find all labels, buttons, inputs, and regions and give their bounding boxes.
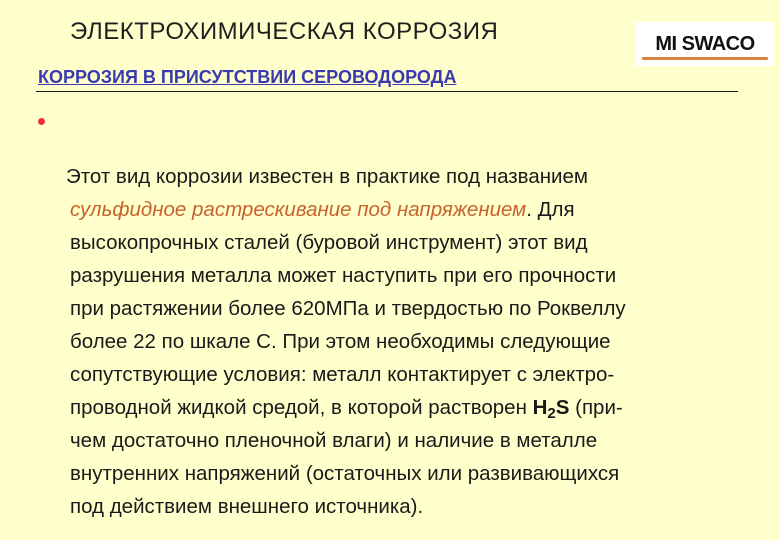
body-line: высокопрочных сталей (буровой инструмент) этот вид bbox=[70, 231, 588, 254]
logo-swoosh bbox=[642, 57, 768, 60]
body-paragraph bbox=[66, 160, 770, 523]
body-text-fragment: проводной жидкой средой, в которой растворен bbox=[70, 396, 533, 419]
header-divider bbox=[36, 91, 738, 92]
body-text-fragment: . Для bbox=[526, 198, 575, 221]
formula-subscript: 2 bbox=[547, 405, 556, 422]
body-line: внутренних напряжений (остаточных или развивающихся bbox=[70, 462, 620, 485]
body-line: Этот вид коррозии известен в практике под названием bbox=[66, 165, 588, 188]
section-subtitle: КОРРОЗИЯ В ПРИСУТСТВИИ СЕРОВОДОРОДА bbox=[38, 67, 457, 87]
page-title: ЭЛЕКТРОХИМИЧЕСКАЯ КОРРОЗИЯ bbox=[70, 18, 499, 45]
body-line: разрушения металла может наступить при его прочности bbox=[70, 264, 617, 287]
body-line: чем достаточно пленочной влаги) и наличие в металле bbox=[70, 429, 598, 452]
logo-text: MI SWACO bbox=[655, 32, 755, 55]
body-line: сопутствующие условия: металл контактирует с электро- bbox=[70, 363, 615, 386]
body-line: более 22 по шкале С. При этом необходимы следующие bbox=[70, 330, 611, 353]
body-line: под действием внешнего источника). bbox=[70, 495, 424, 518]
body-line bbox=[70, 193, 770, 226]
formula-element: H bbox=[532, 396, 548, 419]
body-text-fragment: (при- bbox=[569, 396, 623, 419]
formula-element: S bbox=[555, 396, 570, 419]
chemical-formula bbox=[532, 396, 570, 422]
bullet-icon bbox=[38, 118, 45, 125]
company-logo bbox=[636, 22, 774, 66]
emphasized-term: сульфидное растрескивание под напряжением bbox=[70, 198, 527, 221]
body-line bbox=[70, 391, 770, 424]
body-line: при растяжении более 620МПа и твердостью по Роквеллу bbox=[70, 297, 626, 320]
